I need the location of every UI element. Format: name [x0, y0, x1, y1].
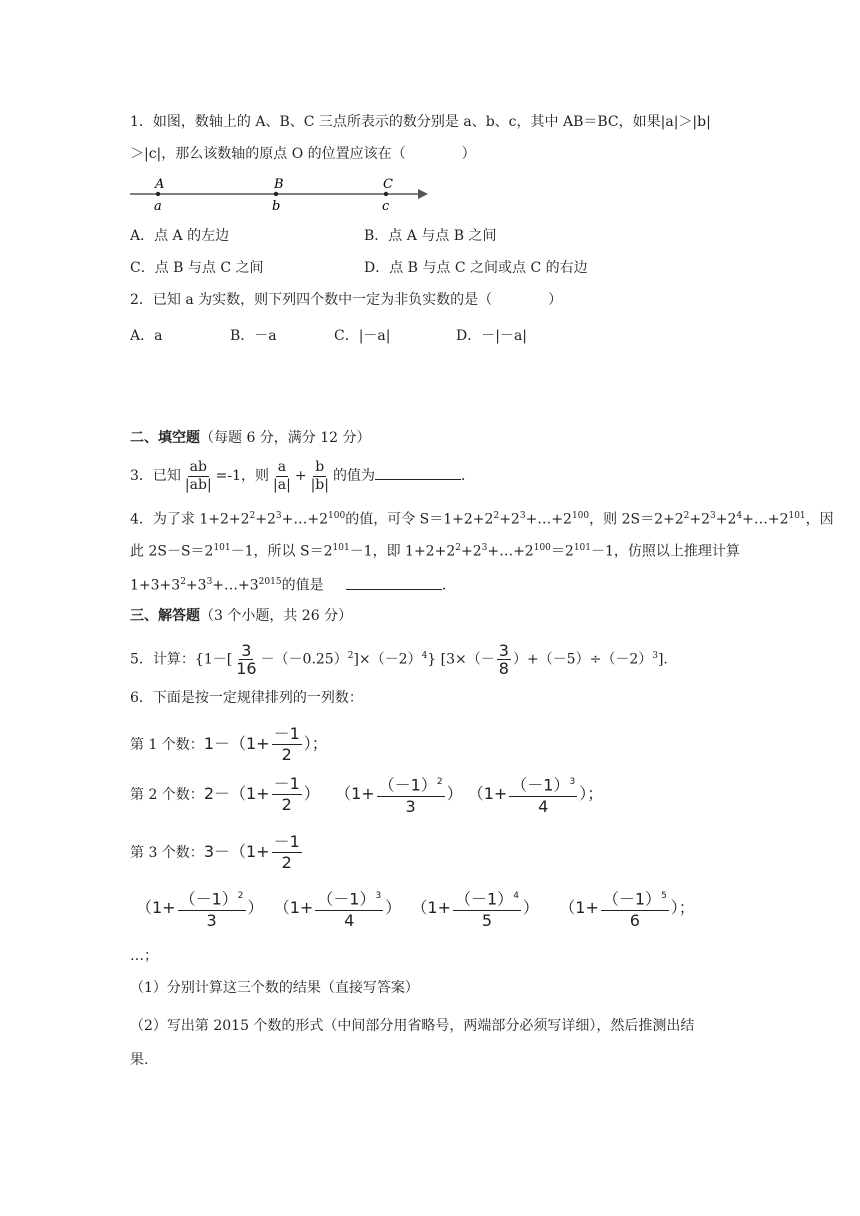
exponent: 3 [481, 543, 488, 553]
fraction-denominator: 4 [344, 910, 355, 930]
expr-text: 3－（1+ [203, 842, 270, 861]
exponent: 3 [569, 777, 576, 788]
exponent: 3 [652, 651, 658, 661]
exponent: 2 [683, 511, 690, 521]
fraction [315, 886, 383, 930]
q5-text: } [3×（－ [427, 651, 495, 668]
exponent: 2 [436, 777, 443, 788]
q2-option-a: A．a [130, 328, 163, 344]
q4-text: +…+3 [212, 577, 259, 594]
exponent: 2 [493, 511, 500, 521]
fraction-denominator: 3 [405, 796, 416, 816]
expr-text: （1+ [136, 898, 176, 917]
q1-option-a: A．点 A 的左边 [130, 228, 230, 244]
q6-number-2 [130, 772, 603, 817]
q4-text: +…+2 [742, 511, 789, 528]
expr-text: ） [522, 898, 539, 917]
fraction-denominator: 8 [498, 659, 509, 679]
fraction [601, 886, 669, 930]
expr-text: （－1） [602, 889, 662, 909]
exponent: 2 [180, 577, 186, 587]
q4-text: +2 [715, 511, 737, 528]
q4-text: －1，即 1+2+2 [349, 543, 456, 560]
expr-text: ） [303, 784, 320, 803]
expr-text: （1+ [335, 784, 375, 803]
fraction [509, 772, 577, 816]
q6-number-1 [130, 722, 328, 767]
q4-text: +…+2 [281, 511, 329, 528]
section-3-note: （3 个小题，共 26 分） [200, 608, 353, 624]
q4-text: +2 [499, 511, 520, 528]
fraction-numerator [601, 886, 669, 910]
expr-text: （1+ [559, 898, 599, 917]
point-label-C: C [383, 177, 393, 192]
fraction-numerator: a [277, 458, 287, 475]
fraction-numerator: 3 [498, 641, 509, 661]
fraction-denominator: |a| [273, 476, 291, 493]
exponent: 4 [421, 651, 428, 661]
point-label-b: b [272, 199, 281, 214]
q3-fraction-ab [183, 459, 214, 494]
q3-fraction-b [309, 459, 331, 494]
q6-expression-3-head [203, 832, 304, 872]
expr-text: （－1） [455, 889, 514, 909]
q3-suffix: 的值为 [332, 468, 375, 484]
expr-text: ） [385, 898, 402, 917]
q1-stem-line2: ＞|c|，那么该数轴的原点 O 的位置应该在（ ） [130, 146, 476, 162]
section-2-note: （每题 6 分，满分 12 分） [200, 430, 371, 446]
exponent: 2 [237, 891, 244, 902]
q3-line [130, 454, 475, 498]
exponent: 3 [206, 577, 213, 587]
q5-fraction-3-8 [497, 642, 511, 677]
q4-text: 1+3+3 [130, 577, 181, 594]
fraction [272, 774, 302, 815]
exponent: 100 [328, 511, 346, 521]
q6-ellipsis: …； [130, 948, 158, 964]
q4-text: +2 [689, 511, 710, 528]
q6-label: 第 2 个数： [130, 787, 204, 803]
fraction-numerator: b [315, 458, 325, 475]
q4-text: ． [441, 577, 456, 594]
fraction-numerator: －1 [273, 724, 300, 743]
expr-text: （1+ [411, 898, 451, 917]
exponent: 3 [710, 511, 716, 521]
q6-subquestion-2-line1: （2）写出第 2015 个数的形式（中间部分用省略号，两端部分必须写详细），然后推测出结 [130, 1018, 695, 1034]
expr-text: （1+ [467, 784, 508, 803]
fraction [453, 886, 521, 930]
q4-text: －1，所以 S＝2 [230, 543, 333, 560]
section-2-heading [130, 428, 371, 448]
q4-text: －1，仿照以上推理计算 [591, 543, 740, 560]
exponent: 2 [347, 651, 354, 661]
exponent: 5 [661, 891, 667, 902]
fraction [272, 724, 302, 765]
fraction-numerator [453, 886, 521, 910]
point-label-a: a [154, 199, 162, 214]
exponent: 3 [275, 511, 282, 521]
fraction-numerator: ab [189, 458, 207, 475]
fraction-numerator: 3 [241, 641, 252, 661]
q4-line3 [130, 572, 456, 596]
fraction-denominator: 2 [281, 795, 292, 814]
q4-text: 此 2S－S＝2 [130, 543, 214, 560]
exponent: 100 [571, 511, 590, 521]
exponent: 2 [249, 511, 256, 521]
point-label-A: A [155, 177, 165, 192]
expr-text: ） [247, 898, 264, 917]
fraction-numerator [509, 772, 577, 796]
q3-answer-blank[interactable] [375, 465, 461, 480]
section-2-title: 二、填空题 [130, 430, 200, 446]
point-label-c: c [382, 199, 390, 214]
q4-line2 [130, 538, 740, 562]
expr-text: ）； [579, 784, 604, 803]
q2-option-b: B．－a [230, 328, 277, 344]
fraction-denominator: 16 [236, 659, 257, 679]
fraction-denominator: 4 [538, 796, 549, 816]
expr-text: （－1） [511, 775, 570, 795]
exponent: 101 [573, 543, 592, 553]
number-line-figure [128, 174, 438, 214]
expr-text: （－1） [317, 889, 376, 909]
q1-option-c: C．点 B 与点 C 之间 [130, 260, 264, 276]
fraction-numerator [178, 886, 246, 910]
fraction-denominator: 3 [206, 910, 217, 930]
q6-subquestion-1: （1）分别计算这三个数的结果（直接写答案） [130, 980, 419, 996]
fraction-denominator: 2 [281, 745, 292, 764]
q4-text: ，因 [805, 511, 834, 528]
fraction-denominator: |b| [310, 476, 329, 493]
fraction-numerator [315, 886, 383, 910]
point-label-B: B [274, 177, 284, 192]
q4-text: +…+2 [525, 511, 572, 528]
q5-text: －（－0.25） [260, 651, 348, 668]
exponent: 3 [375, 891, 382, 902]
q4-answer-blank[interactable] [346, 575, 442, 590]
exponent: 4 [736, 511, 743, 521]
fraction [272, 832, 302, 873]
q6-subquestion-2-line2: 果. [130, 1052, 149, 1068]
expr-text: （1+ [273, 898, 314, 917]
q5-text: ）+（－5）÷（－2） [512, 651, 653, 668]
fraction [178, 886, 246, 930]
q4-text: +2 [255, 511, 276, 528]
q6-number-3 [130, 830, 304, 875]
fraction-numerator: －1 [273, 774, 300, 793]
fraction-denominator: |ab| [184, 476, 212, 493]
fraction-denominator: 6 [629, 910, 640, 930]
q6-expression-1 [203, 724, 328, 764]
expr-text: ）； [670, 898, 695, 917]
q6-expression-3-tail [136, 886, 695, 931]
exponent: 101 [788, 511, 806, 521]
exponent: 101 [213, 543, 231, 553]
q2-option-c: C．|－a| [334, 328, 391, 344]
q1-stem-line1: 1．如图，数轴上的 A、B、C 三点所表示的数分别是 a、b、c，其中 AB＝BC，如果|a|＞|b| [130, 114, 711, 130]
fraction-numerator: －1 [273, 832, 300, 851]
q2-option-d: D．－|－a| [456, 328, 528, 344]
fraction-denominator: 5 [481, 910, 493, 930]
section-3-heading [130, 606, 352, 626]
q3-fraction-a [271, 459, 293, 494]
q5-line [130, 634, 677, 682]
q6-stem: 6．下面是按一定规律排列的一列数： [130, 690, 363, 706]
expr-text: 1－（1+ [203, 734, 270, 753]
q5-text: 5．计算：{1－[ [130, 651, 233, 668]
q3-prefix: 3．已知 [130, 468, 181, 484]
q2-stem: 2．已知 a 为实数，则下列四个数中一定为非负实数的是（ ） [130, 292, 563, 308]
exponent: 2015 [258, 577, 282, 587]
q3-end: ． [460, 468, 475, 484]
fraction-numerator [377, 772, 445, 796]
q1-option-b: B．点 A 与点 B 之间 [364, 228, 497, 244]
q6-expression-2 [203, 774, 604, 816]
q4-line1 [130, 506, 834, 530]
fraction [377, 772, 445, 816]
exponent: 3 [519, 511, 526, 521]
q4-text: 4．为了求 1+2+2 [130, 511, 250, 528]
expr-text: （－1） [378, 775, 437, 795]
q4-text: +3 [185, 577, 207, 594]
section-3-title: 三、解答题 [130, 608, 200, 624]
q4-text: ，则 2S＝2+2 [589, 511, 684, 528]
exponent: 101 [332, 543, 350, 553]
expr-text: 2－（1+ [203, 784, 270, 803]
q3-eq: =-1，则 [215, 468, 270, 484]
q1-option-d: D．点 B 与点 C 之间或点 C 的右边 [364, 260, 588, 276]
expr-text: （－1） [179, 889, 238, 909]
q3-plus: + [294, 468, 307, 484]
q4-text: +…+2 [487, 543, 534, 560]
q6-label: 第 3 个数： [130, 845, 204, 861]
fraction-denominator: 2 [281, 853, 292, 872]
q4-text: ＝2 [550, 543, 574, 560]
q5-text: ]×（－2） [353, 651, 422, 668]
q4-text: 的值，可令 S＝1+2+2 [345, 511, 494, 528]
q4-text: 的值是 [281, 577, 324, 594]
q6-label: 第 1 个数： [130, 737, 204, 753]
q5-fraction-3-16 [234, 642, 258, 677]
exponent: 2 [455, 543, 461, 553]
q5-text: ]． [657, 651, 678, 668]
exponent: 100 [533, 543, 551, 553]
expr-text: ）； [303, 734, 328, 753]
q4-text: +2 [460, 543, 482, 560]
exponent: 4 [513, 891, 519, 902]
expr-text: ） [446, 784, 463, 803]
